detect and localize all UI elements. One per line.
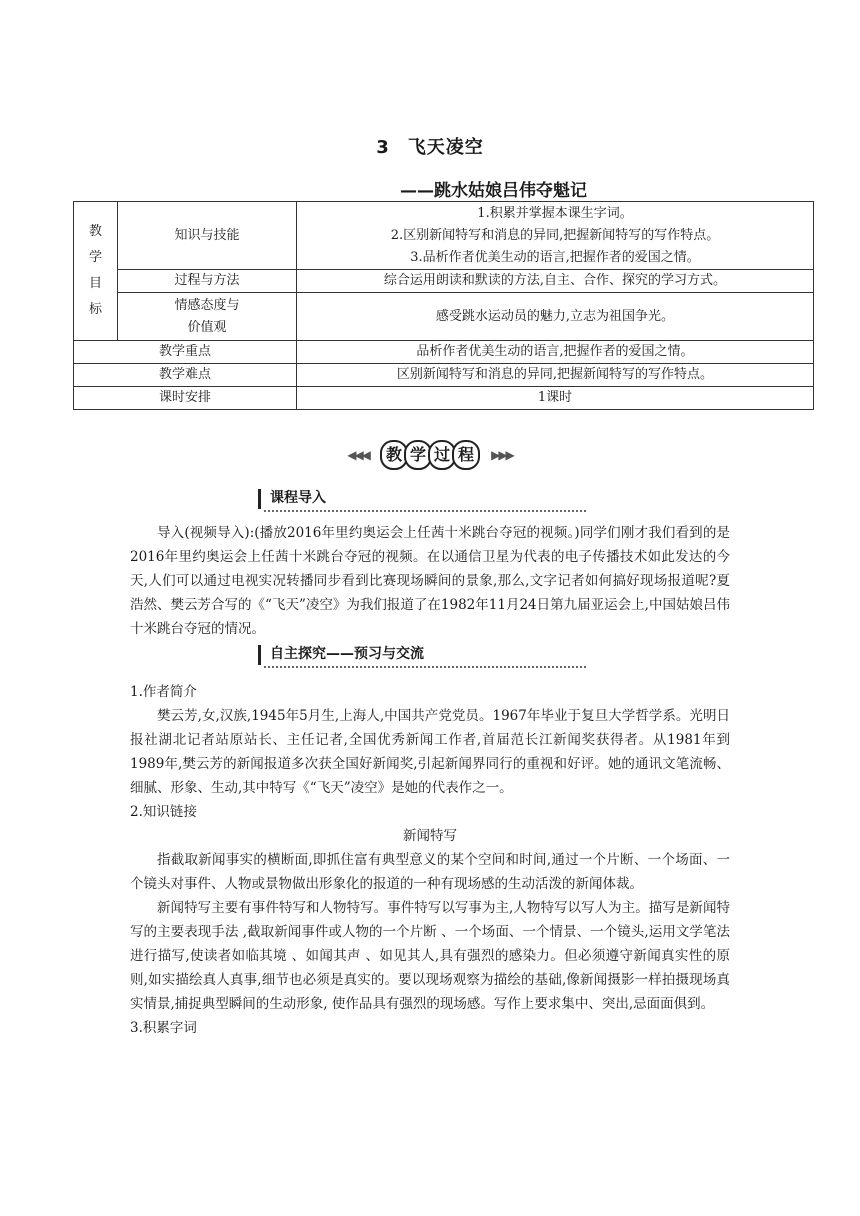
section-heading-explore: 自主探究——预习与交流 (258, 642, 586, 668)
link-subtitle: 新闻特写 (403, 828, 457, 844)
schedule-label: 课时安排 (74, 387, 297, 410)
link-paragraph-1: 指截取新闻事实的横断面,即抓住富有典型意义的某个空间和时间,通过一个片断、一个场面、一个镜头对事件、人物或景物做出形象化的报道的一种有现场感的生动活泼的新闻体裁。 (130, 852, 730, 892)
right-arrows-icon: ▶▶▶ (491, 448, 513, 462)
teaching-process-banner (0, 440, 860, 470)
lesson-title-text: 飞天凌空 (407, 137, 484, 158)
author-heading: 1.作者简介 (130, 684, 197, 700)
difficulty-label: 教学难点 (74, 364, 297, 387)
left-arrows-icon: ◀◀◀ (347, 448, 369, 462)
objective-content: 综合运用朗读和默读的方法,自主、合作、探究的学习方式。 (297, 270, 814, 293)
link-paragraph-2: 新闻特写主要有事件特写和人物特写。事件特写以写事为主,人物特写以写人为主。描写是新闻特写的主要表现手法 ,截取新闻事件或人物的一个片断 、一个场面、一个情景、一个镜头,运用文学笔法进行描写,使读者如临其境 、如闻其声 、如见其人,具有强烈的感染力。但必须遵守新闻真实性的原则,如实描绘真人真事,细节也必须是真实的。要以现场观察为描绘的基础,像新闻摄影一样拍摄现场真实情景,捕捉典型瞬间的生动形象, 使作品具有强烈的现场感。写作上要求集中、突出,忌面面俱到。 (130, 900, 730, 1012)
author-paragraph: 樊云芳,女,汉族,1945年5月生,上海人,中国共产党党员。1967年毕业于复旦大学哲学系。光明日报社湖北记者站原站长、主任记者,全国优秀新闻工作者,首届范长江新闻奖获得者。从1981年到1989年,樊云芳的新闻报道多次获全国好新闻奖,引起新闻界同行的重视和好评。她的通讯文笔流畅、细腻、形象、生动,其中特写《“飞天”凌空》是她的代表作之一。 (130, 708, 730, 796)
difficulty-content: 区别新闻特写和消息的异同,把握新闻特写的写作特点。 (297, 364, 814, 387)
intro-paragraph: 导入(视频导入):(播放2016年里约奥运会上任茜十米跳台夺冠的视频。)同学们刚才我们看到的是2016年里约奥运会上任茜十米跳台夺冠的视频。在以通信卫星为代表的电子传播技术如此发达的今天,人们可以通过电视实况转播同步看到比赛现场瞬间的景象,那么,文字记者如何搞好现场报道呢?夏浩然、樊云芳合写的《“飞天”凌空》为我们报道了在1982年11月24日第九届亚运会上,中国姑娘吕伟十米跳台夺冠的情况。 (130, 525, 730, 637)
words-heading: 3.积累字词 (130, 1020, 197, 1036)
objective-content: 感受跳水运动员的魅力,立志为祖国争光。 (297, 293, 814, 341)
objectives-vertical-header: 教 学 目 标 (74, 202, 118, 341)
objective-content: 1.积累并掌握本课生字词。 2.区别新闻特写和消息的异同,把握新闻特写的写作特点。 3.品析作者优美生动的语言,把握作者的爱国之情。 (297, 202, 814, 270)
banner-title: 教 学 过 程 (382, 440, 478, 470)
explore-content (130, 680, 730, 1040)
teaching-objectives-table (73, 201, 814, 410)
key-point-label: 教学重点 (74, 341, 297, 364)
objective-category: 知识与技能 (118, 202, 297, 270)
objective-category: 情感态度与 价值观 (118, 293, 297, 341)
section-heading-intro: 课程导入 (258, 486, 586, 512)
link-heading: 2.知识链接 (130, 804, 197, 820)
schedule-content: 1课时 (297, 387, 814, 410)
objective-category: 过程与方法 (118, 270, 297, 293)
key-point-content: 品析作者优美生动的语言,把握作者的爱国之情。 (297, 341, 814, 364)
lesson-number: 3 (376, 137, 390, 158)
lesson-subtitle: ——跳水姑娘吕伟夺魁记 (400, 181, 587, 201)
lesson-title (0, 133, 860, 159)
